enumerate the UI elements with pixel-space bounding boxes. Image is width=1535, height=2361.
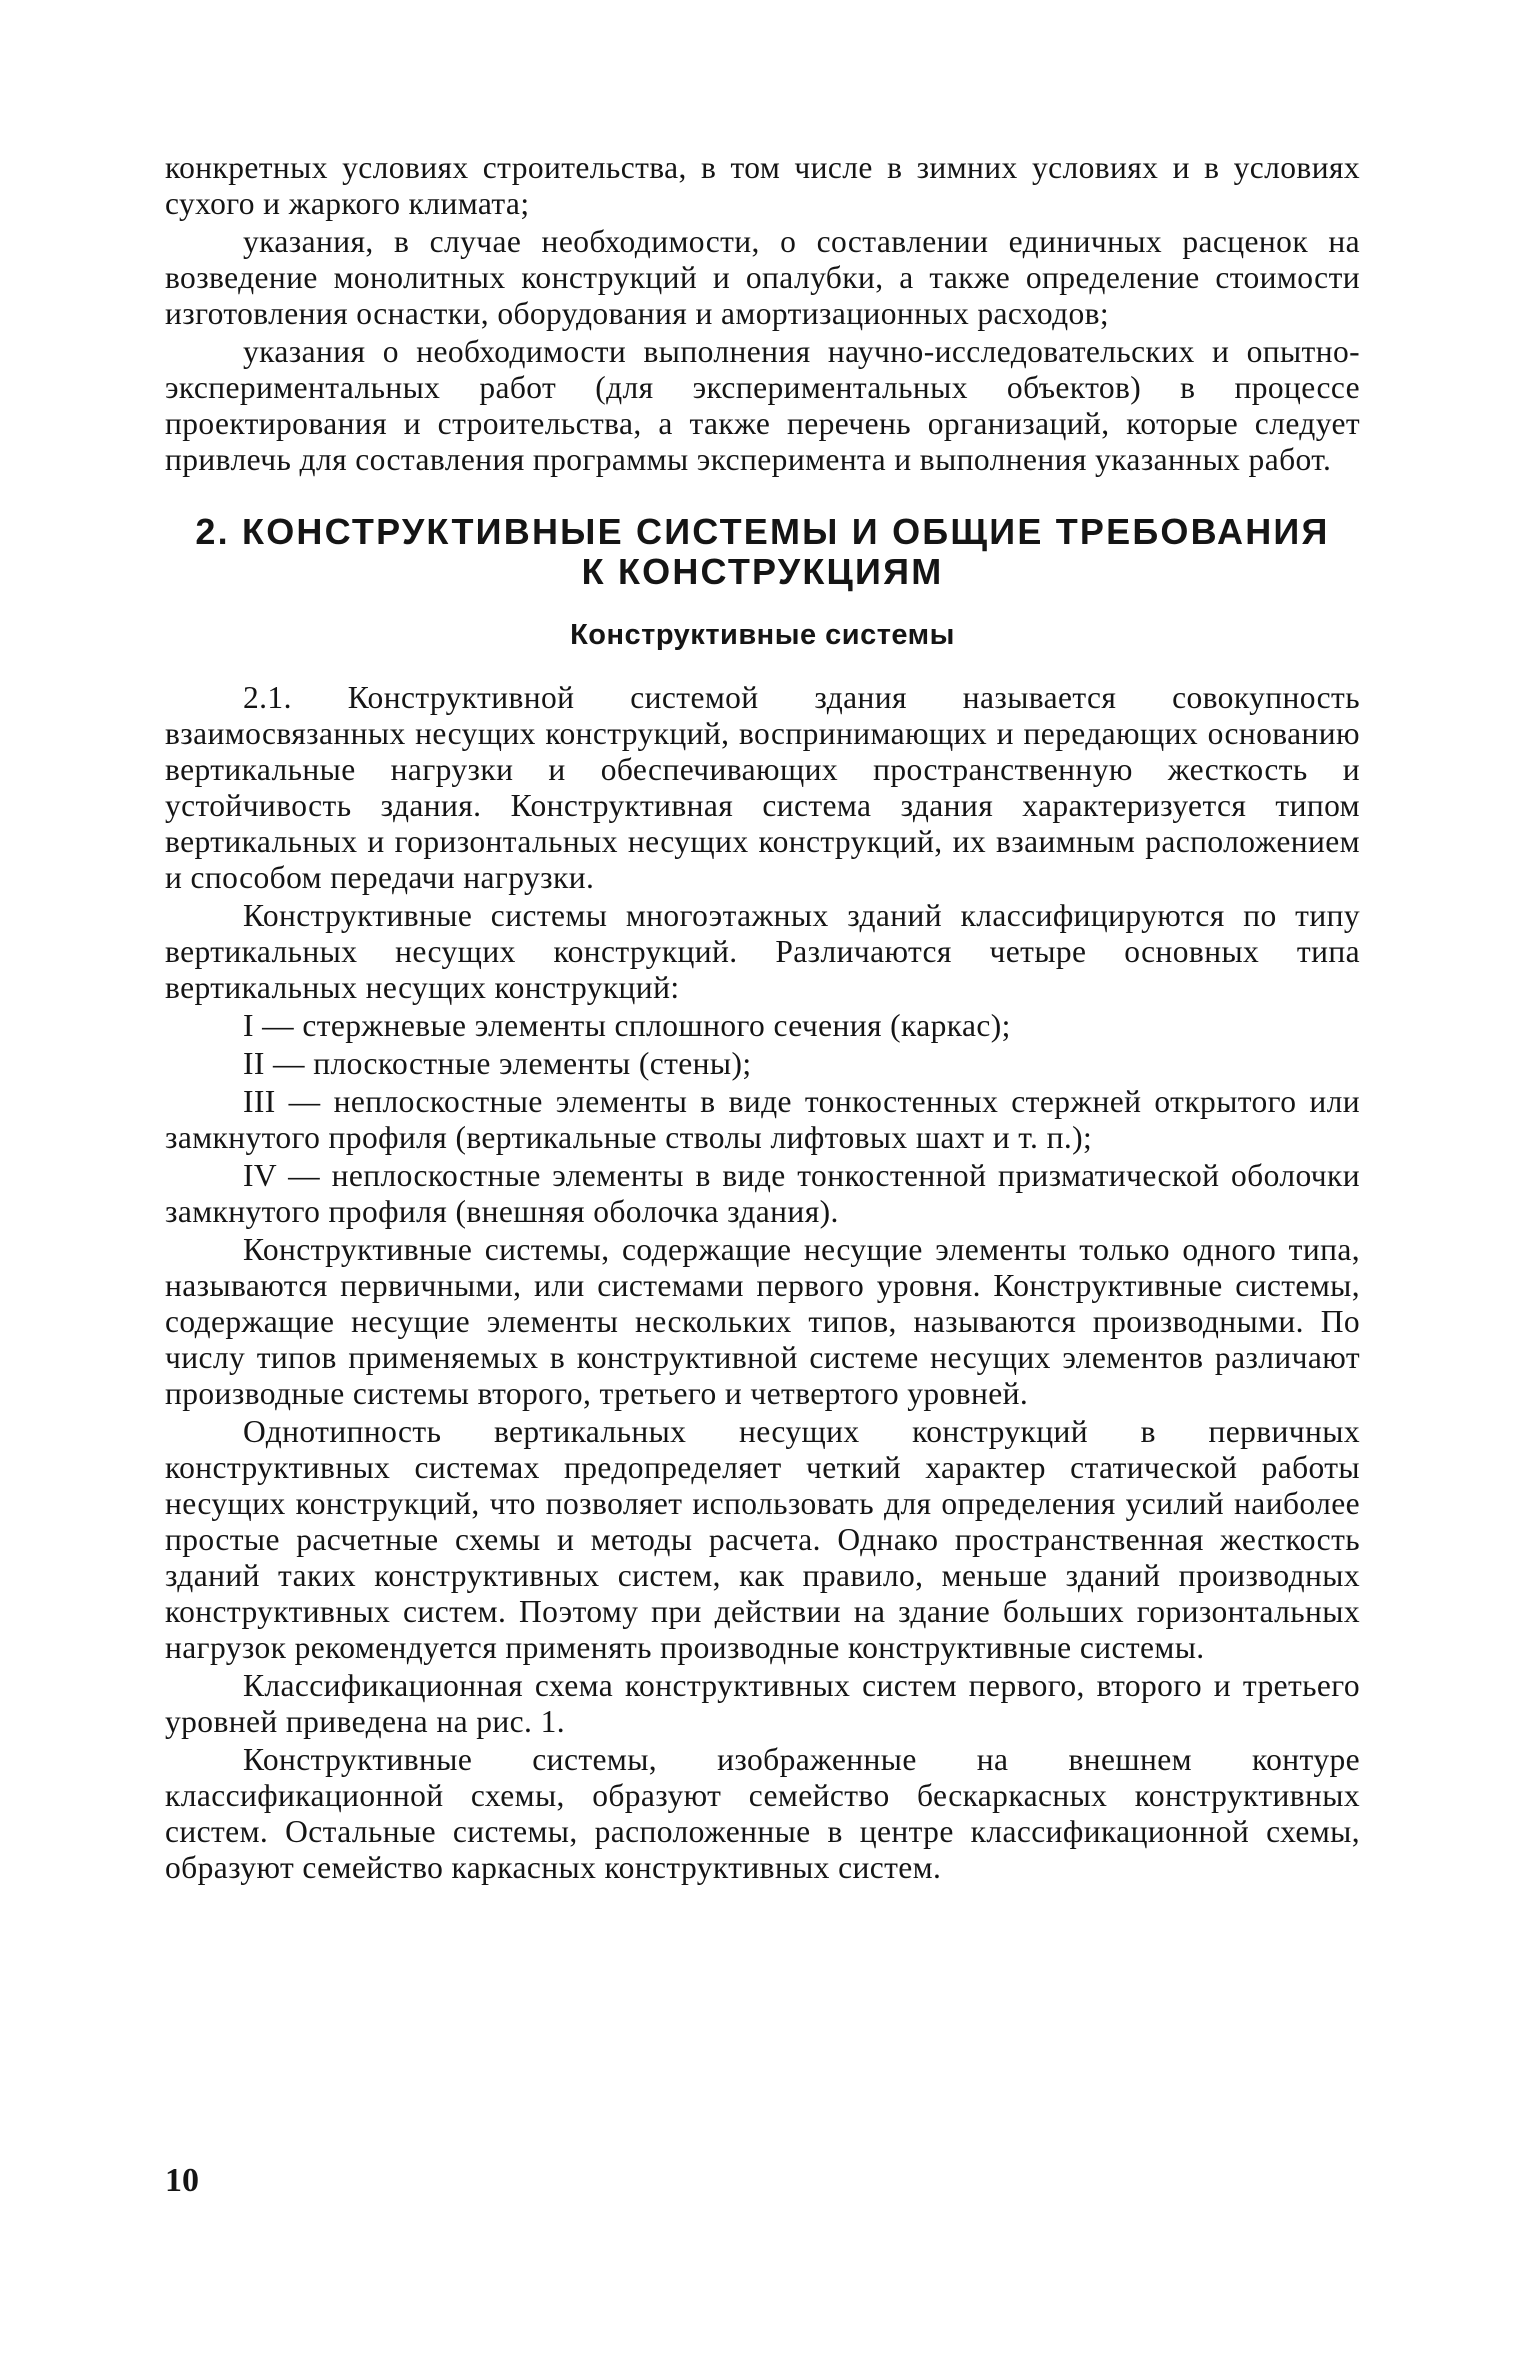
section-title-line-1: 2. КОНСТРУКТИВНЫЕ СИСТЕМЫ И ОБЩИЕ ТРЕБОВАНИЯ bbox=[195, 511, 1330, 552]
section-title-line-2: К КОНСТРУКЦИЯМ bbox=[581, 551, 944, 592]
list-item-type-4: IV — неплоскостные элементы в виде тонкостенной призматической оболочки замкнутого профиля (внешняя оболочка здания). bbox=[165, 1158, 1360, 1229]
paragraph-figure-reference: Классификационная схема конструктивных систем первого, второго и третьего уровней приведена на рис. 1. bbox=[165, 1668, 1360, 1739]
paragraph-unit-rates: указания, в случае необходимости, о составлении единичных расценок на возведение монолитных конструкций и опалубки, а также определение стоимости изготовления оснастки, оборудования и амортизационных расходов; bbox=[165, 224, 1360, 331]
paragraph-classification: Конструктивные системы многоэтажных зданий классифицируются по типу вертикальных несущих конструкций. Различаются четыре основных типа вертикальных несущих конструкций: bbox=[165, 898, 1360, 1005]
page-body bbox=[165, 150, 1360, 1888]
paragraph-uniformity: Однотипность вертикальных несущих конструкций в первичных конструктивных системах предопределяет четкий характер статической работы несущих конструкций, что позволяет использовать для определения усилий наиболее простые расчетные схемы и методы расчета. Однако пространственная жесткость зданий таких конструктивных систем, как правило, меньше зданий производных конструктивных систем. Поэтому при действии на здание больших горизонтальных нагрузок рекомендуется применять производные конструктивные системы. bbox=[165, 1414, 1360, 1665]
subsection-title: Конструктивные системы bbox=[570, 619, 955, 651]
list-item-type-3: III — неплоскостные элементы в виде тонкостенных стержней открытого или замкнутого профиля (вертикальные стволы лифтовых шахт и т. п.); bbox=[165, 1084, 1360, 1155]
paragraph-families: Конструктивные системы, изображенные на внешнем контуре классификационной схемы, образуют семейство бескаркасных конструктивных систем. Остальные системы, расположенные в центре классификационной схемы, образуют семейство каркасных конструктивных систем. bbox=[165, 1742, 1360, 1885]
paragraph-2-1-definition: 2.1. Конструктивной системой здания называется совокупность взаимосвязанных несущих конструкций, воспринимающих и передающих основанию вертикальные нагрузки и обеспечивающих пространственную жесткость и устойчивость здания. Конструктивная система здания характеризуется типом вертикальных и горизонтальных несущих конструкций, их взаимным расположением и способом передачи нагрузки. bbox=[165, 680, 1360, 895]
paragraph-primary-derived: Конструктивные системы, содержащие несущие элементы только одного типа, называются первичными, или системами первого уровня. Конструктивные системы, содержащие несущие элементы нескольких типов, называются производными. По числу типов применяемых в конструктивной системе несущих элементов различают производные системы второго, третьего и четвертого уровней. bbox=[165, 1232, 1360, 1411]
page-number: 10 bbox=[165, 2162, 199, 2199]
section-title bbox=[165, 512, 1360, 592]
paragraph-research-works: указания о необходимости выполнения научно-исследовательских и опытно-экспериментальных работ (для экспериментальных объектов) в процессе проектирования и строительства, а также перечень организаций, которые следует привлечь для составления программы эксперимента и выполнения указанных работ. bbox=[165, 334, 1360, 477]
list-item-type-2: II — плоскостные элементы (стены); bbox=[243, 1046, 752, 1081]
list-item-type-1: I — стержневые элементы сплошного сечения (каркас); bbox=[243, 1008, 1011, 1043]
paragraph-climate-conditions: конкретных условиях строительства, в том числе в зимних условиях и в условиях сухого и жаркого климата; bbox=[165, 150, 1360, 221]
